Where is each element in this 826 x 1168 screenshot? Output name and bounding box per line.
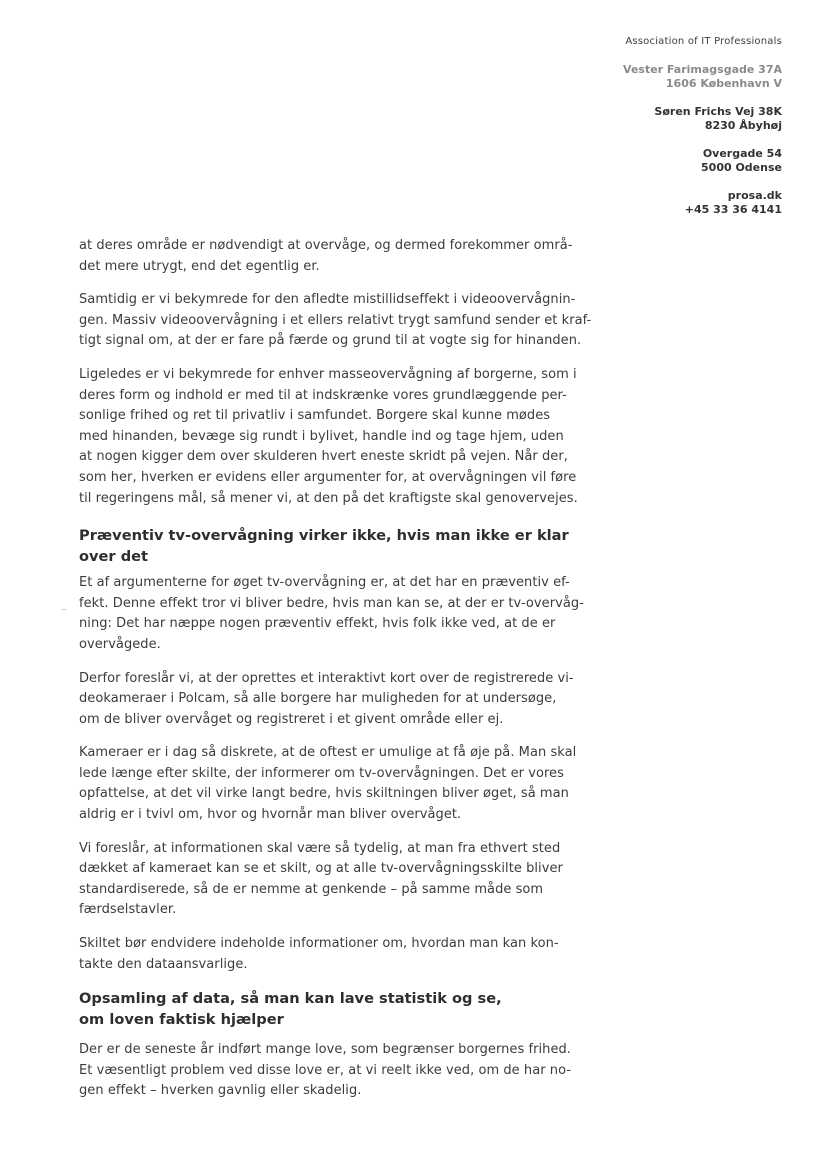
website-link[interactable]: prosa.dk bbox=[727, 189, 782, 202]
section-heading-preventive: Præventiv tv-overvågning virker ikke, hvis man ikke er klar over det bbox=[79, 527, 569, 566]
text-line: aldrig er i tvivl om, hvor og hvornår man bliver overvåget. bbox=[79, 807, 462, 823]
text-line: takte den dataansvarlige. bbox=[79, 956, 248, 972]
text-line: om de bliver overvåget og registreret i et givent område eller ej. bbox=[79, 711, 504, 727]
text-line: Derfor foreslår vi, at der oprettes et interaktivt kort over de registrerede vi- bbox=[79, 670, 574, 686]
text-line: det mere utrygt, end det egentlig er. bbox=[79, 258, 320, 274]
text-line: standardiserede, så de er nemme at genkende – på samme måde som bbox=[79, 881, 544, 897]
text-line: Kameraer er i dag så diskrete, at de oftest er umulige at få øje på. Man skal bbox=[79, 745, 577, 761]
text-line: opfattelse, at det vil virke langt bedre, hvis skiltningen bliver øget, så man bbox=[79, 786, 569, 802]
text-line: overvågede. bbox=[79, 636, 161, 652]
paragraph-5 bbox=[79, 669, 601, 731]
address-city: 1606 København V bbox=[665, 77, 782, 90]
paragraph-6 bbox=[79, 743, 601, 825]
paragraph-7 bbox=[79, 839, 601, 921]
text-line: Skiltet bør endvidere indeholde informationer om, hvordan man kan kon- bbox=[79, 936, 559, 952]
organization-name: Association of IT Professionals bbox=[625, 36, 782, 47]
address-street: Vester Farimagsgade 37A bbox=[623, 63, 782, 76]
address-city: 8230 Åbyhøj bbox=[704, 119, 782, 132]
text-line: Vi foreslår, at informationen skal være så tydelig, at man fra ethvert sted bbox=[79, 840, 561, 856]
address-street: Overgade 54 bbox=[702, 147, 782, 160]
address-city: 5000 Odense bbox=[701, 161, 782, 174]
paragraph-3 bbox=[79, 365, 601, 509]
paragraph-2 bbox=[79, 290, 601, 352]
address-aabyhoj bbox=[522, 105, 782, 133]
text-line: Samtidig er vi bekymrede for den afledte mistillidseffekt i videoovervågnin- bbox=[79, 292, 576, 308]
address-copenhagen bbox=[522, 63, 782, 91]
text-line: Et af argumenterne for øget tv-overvågning er, at det har en præventiv ef- bbox=[79, 575, 570, 591]
paragraph-8 bbox=[79, 934, 601, 975]
text-line: deres form og indhold er med til at indskrænke vores grundlæggende per- bbox=[79, 387, 567, 403]
text-line: fekt. Denne effekt tror vi bliver bedre, hvis man kan se, at der er tv-overvåg- bbox=[79, 595, 584, 611]
text-line: gen effekt – hverken gavnlig eller skadelig. bbox=[79, 1083, 362, 1099]
heading-line: om loven faktisk hjælper bbox=[79, 1011, 284, 1029]
address-street: Søren Frichs Vej 38K bbox=[654, 105, 782, 118]
text-line: gen. Massiv videoovervågning i et ellers relativt trygt samfund sender et kraf- bbox=[79, 312, 592, 328]
text-line: med hinanden, bevæge sig rundt i bylivet, handle ind og tage hjem, uden bbox=[79, 428, 564, 444]
text-line: Et væsentligt problem ved disse love er, at vi reelt ikke ved, om de har no- bbox=[79, 1062, 572, 1078]
text-line: tigt signal om, at der er fare på færde og grund til at vogte sig for hinanden. bbox=[79, 333, 582, 349]
text-line: færdselstavler. bbox=[79, 902, 177, 918]
text-line: at deres område er nødvendigt at overvåge, og dermed forekommer områ- bbox=[79, 238, 573, 253]
text-line: sonlige frihed og ret til privatliv i samfundet. Borgere skal kunne mødes bbox=[79, 408, 551, 424]
margin-mark bbox=[62, 609, 66, 610]
text-line: dækket af kameraet kan se et skilt, og at alle tv-overvågningsskilte bliver bbox=[79, 861, 563, 877]
address-odense bbox=[522, 147, 782, 175]
heading-line: Opsamling af data, så man kan lave statistik og se, bbox=[79, 990, 502, 1008]
phone-number: +45 33 36 4141 bbox=[684, 203, 782, 216]
paragraph-1 bbox=[79, 236, 601, 277]
document-body bbox=[79, 236, 601, 1115]
contact-info bbox=[522, 189, 782, 217]
paragraph-4 bbox=[79, 573, 601, 655]
text-line: ning: Det har næppe nogen præventiv effekt, hvis folk ikke ved, at de er bbox=[79, 616, 556, 632]
section-heading-data-collection bbox=[79, 988, 601, 1030]
text-line: lede længe efter skilte, der informerer om tv-overvågningen. Det er vores bbox=[79, 765, 564, 781]
letterhead bbox=[522, 36, 782, 231]
text-line: Der er de seneste år indført mange love, som begrænser borgernes frihed. bbox=[79, 1042, 571, 1058]
text-line: Ligeledes er vi bekymrede for enhver masseovervågning af borgerne, som i bbox=[79, 366, 577, 382]
text-line: deokameraer i Polcam, så alle borgere har muligheden for at undersøge, bbox=[79, 691, 557, 707]
text-line: som her, hverken er evidens eller argumenter for, at overvågningen vil føre bbox=[79, 469, 577, 485]
text-line: at nogen kigger dem over skulderen hvert eneste skridt på vejen. Når der, bbox=[79, 449, 568, 465]
paragraph-9 bbox=[79, 1040, 601, 1102]
text-line: til regeringens mål, så mener vi, at den på det kraftigste skal genovervejes. bbox=[79, 490, 578, 506]
